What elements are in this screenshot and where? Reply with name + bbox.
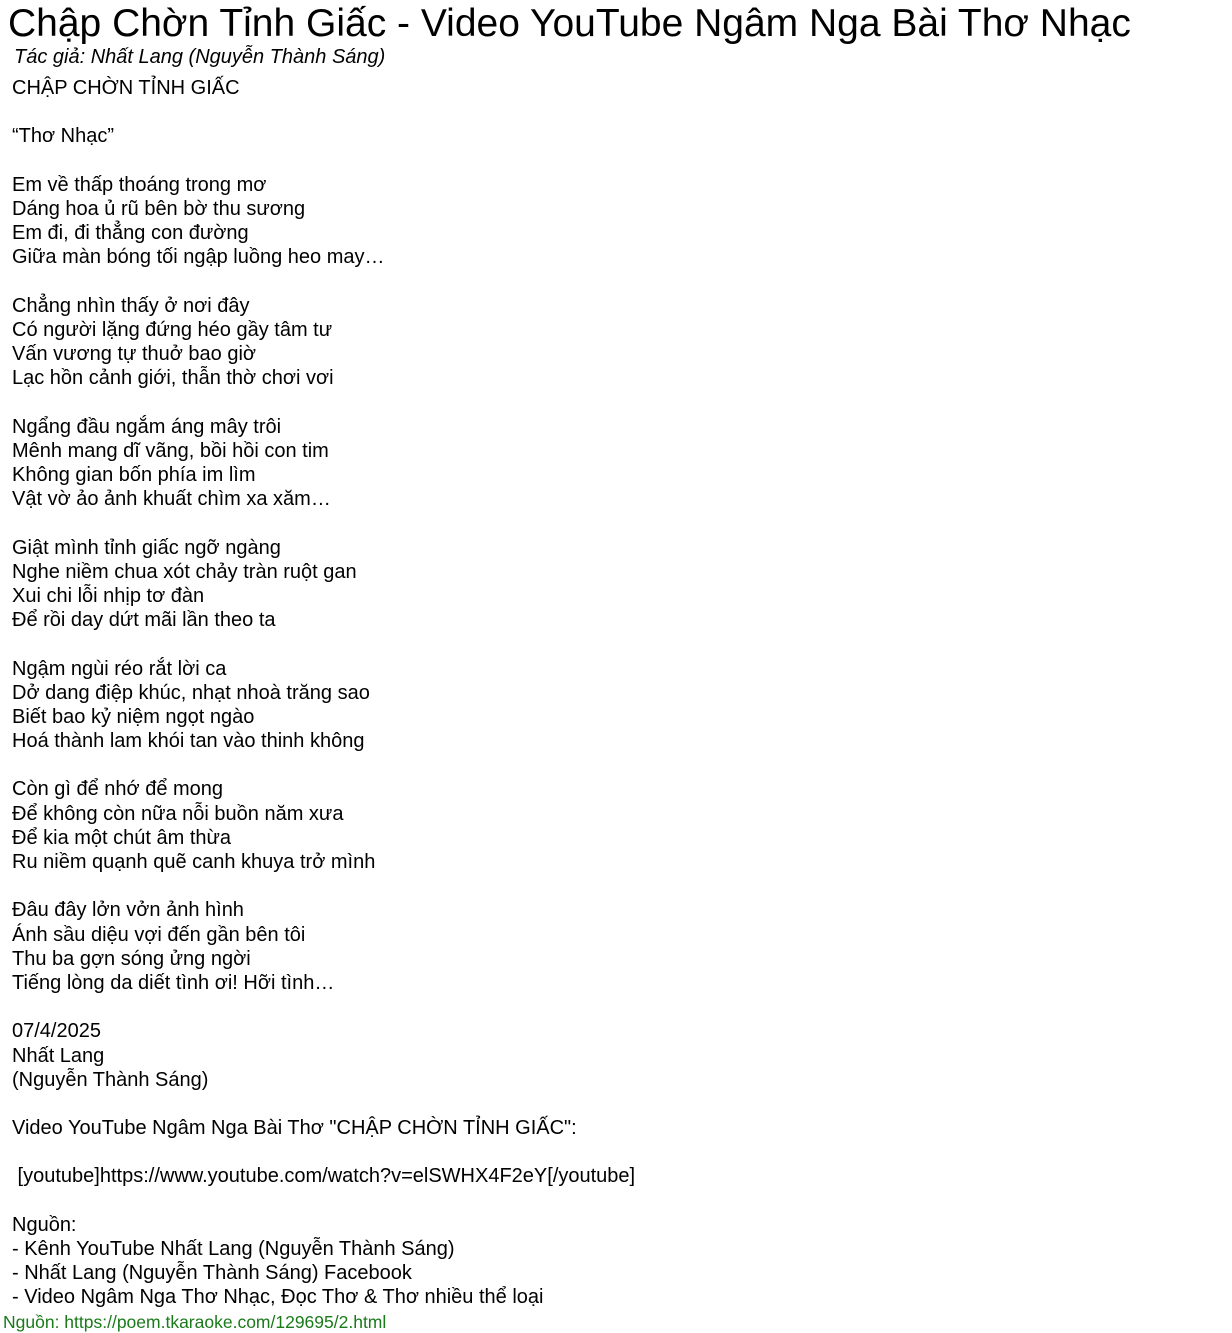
poem-line: Có người lặng đứng héo gầy tâm tư xyxy=(12,318,333,341)
poem-line: Ánh sầu diệu vợi đến gần bên tôi xyxy=(12,923,306,946)
poem-line: Xui chi lỗi nhịp tơ đàn xyxy=(12,584,205,607)
poem-line: Để không còn nữa nỗi buồn năm xưa xyxy=(12,802,344,825)
poem-line: Chẳng nhìn thấy ở nơi đây xyxy=(12,294,250,317)
poem-line: Còn gì để nhớ để mong xyxy=(12,778,224,801)
poem-line: Để kia một chút âm thừa xyxy=(12,826,232,849)
poem-genre: “Thơ Nhạc” xyxy=(12,125,115,148)
poem-line: Vật vờ ảo ảnh khuất chìm xa xăm… xyxy=(12,488,331,511)
poem-date: 07/4/2025 xyxy=(12,1020,101,1043)
blank-line xyxy=(12,100,635,124)
source-item: - Kênh YouTube Nhất Lang (Nguyễn Thành Sáng) xyxy=(12,1238,455,1260)
blank-line xyxy=(12,1092,635,1116)
signature-full-name: (Nguyễn Thành Sáng) xyxy=(12,1068,209,1091)
page-title: Chập Chờn Tỉnh Giấc - Video YouTube Ngâm Nga Bài Thơ Nhạc xyxy=(8,2,1131,45)
blank-line xyxy=(12,270,635,294)
poem-line: Tiếng lòng da diết tình ơi! Hỡi tình… xyxy=(12,971,335,994)
blank-line xyxy=(12,874,635,898)
blank-line xyxy=(12,632,635,656)
youtube-embed-code: [youtube]https://www.youtube.com/watch?v=elSWHX4F2eY[/youtube] xyxy=(12,1165,636,1188)
poem-line: Biết bao kỷ niệm ngọt ngào xyxy=(12,705,255,728)
stanza-6 xyxy=(12,777,635,874)
poem-content xyxy=(12,76,635,1310)
poem-line: Giữa màn bóng tối ngập luồng heo may… xyxy=(12,246,385,269)
poem-heading: CHẬP CHỜN TỈNH GIẤC xyxy=(12,77,240,99)
poem-line: Thu ba gợn sóng ửng ngời xyxy=(12,947,251,970)
video-intro: Video YouTube Ngâm Nga Bài Thơ "CHẬP CHỜN TỈNH GIẤC": xyxy=(12,1117,577,1140)
poem-line: Ru niềm quạnh quẽ canh khuya trở mình xyxy=(12,851,376,873)
poem-line: Em về thấp thoáng trong mơ xyxy=(12,173,267,196)
stanza-3 xyxy=(12,415,635,512)
poem-line: Ngậm ngùi réo rắt lời ca xyxy=(12,657,227,680)
blank-line xyxy=(12,511,635,535)
sources-label: Nguồn: xyxy=(12,1213,77,1236)
stanza-1 xyxy=(12,173,635,270)
blank-line xyxy=(12,1189,635,1213)
poem-line: Dáng hoa ủ rũ bên bờ thu sương xyxy=(12,197,306,220)
blank-line xyxy=(12,390,635,414)
stanza-7 xyxy=(12,898,635,995)
poem-line: Lạc hồn cảnh giới, thẫn thờ chơi vơi xyxy=(12,367,334,390)
poem-line: Giật mình tỉnh giấc ngỡ ngàng xyxy=(12,536,281,559)
stanza-5 xyxy=(12,657,635,754)
poem-line: Để rồi day dứt mãi lần theo ta xyxy=(12,609,276,632)
poem-line: Em đi, đi thẳng con đường xyxy=(12,222,249,245)
blank-line xyxy=(12,149,635,173)
stanza-4 xyxy=(12,536,635,633)
stanza-2 xyxy=(12,294,635,391)
source-item: - Nhất Lang (Nguyễn Thành Sáng) Facebook xyxy=(12,1262,412,1285)
poem-line: Không gian bốn phía im lìm xyxy=(12,464,256,486)
signature-name: Nhất Lang xyxy=(12,1044,105,1067)
source-item: - Video Ngâm Nga Thơ Nhạc, Đọc Thơ & Thơ nhiều thể loại xyxy=(12,1286,544,1309)
poem-line: Ngẩng đầu ngắm áng mây trôi xyxy=(12,415,282,438)
author-line: Tác giả: Nhất Lang (Nguyễn Thành Sáng) xyxy=(14,46,386,68)
poem-line: Đâu đây lởn vởn ảnh hình xyxy=(12,899,244,922)
source-footer-link[interactable]: Nguồn: https://poem.tkaraoke.com/129695/2.html xyxy=(3,1312,387,1332)
blank-line xyxy=(12,1140,635,1164)
poem-line: Hoá thành lam khói tan vào thinh không xyxy=(12,730,365,753)
poem-line: Mênh mang dĩ vãng, bồi hồi con tim xyxy=(12,439,329,462)
poem-line: Vấn vương tự thuở bao giờ xyxy=(12,343,257,366)
blank-line xyxy=(12,995,635,1019)
poem-line: Dở dang điệp khúc, nhạt nhoà trăng sao xyxy=(12,681,370,704)
blank-line xyxy=(12,753,635,777)
poem-line: Nghe niềm chua xót chảy tràn ruột gan xyxy=(12,560,357,583)
